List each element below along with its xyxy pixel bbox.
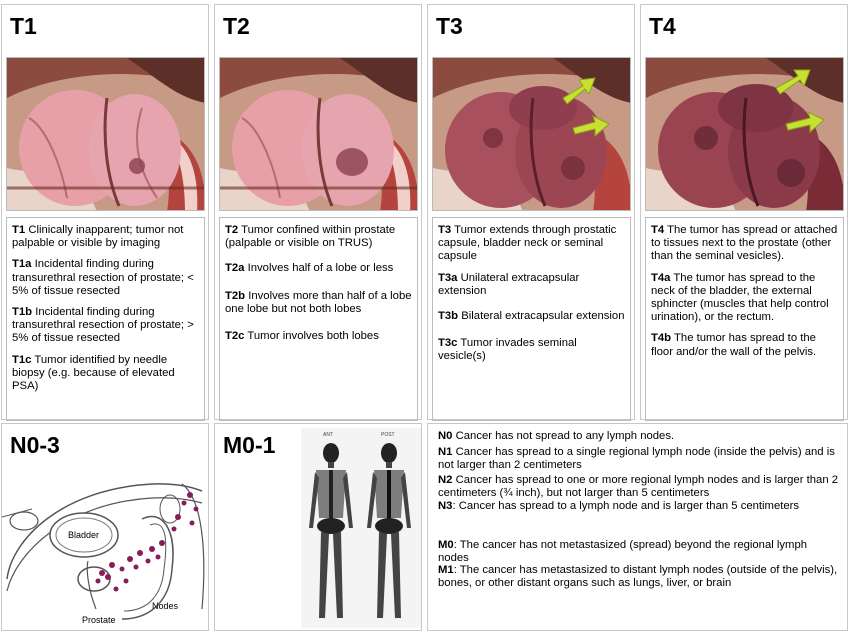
definition-t4a: T4a The tumor has spread to the neck of the bladder, the external sphincter (muscles that help control urination), or the rectum. (651, 271, 829, 324)
definition-t3: T3 Tumor extends through prostatic capsule, bladder neck or seminal capsule (438, 224, 617, 263)
definition-n0: N0 Cancer has not spread to any lymph nodes. (438, 430, 675, 442)
definition-n2: N2 Cancer has spread to one or more regional lymph nodes and is larger than 2 centimeters (¾ inch), but not larger than 5 centimeters (438, 474, 839, 500)
definition-t3b: T3b Bilateral extracapsular extension (438, 310, 625, 323)
nodes-panel (1, 423, 209, 631)
prostate-illustration (645, 57, 844, 211)
stage-panel-t2 (214, 4, 422, 420)
definition-m0: M0: The cancer has not metastasized (spread) beyond the regional lymph nodes (438, 538, 808, 564)
stage-description (645, 217, 844, 421)
stage-panel-t1 (1, 4, 209, 420)
definition-n3: N3: Cancer has spread to a lymph node and is larger than 5 centimeters (438, 499, 800, 512)
definition-t4: T4 The tumor has spread or attached to tissues next to the prostate (other than the seminal vesicles). (651, 224, 838, 263)
stage-title: M0-1 (223, 432, 276, 458)
stage-title: T4 (649, 13, 676, 39)
prostate-label: Prostate (82, 615, 116, 625)
stage-panel-t3 (427, 4, 635, 420)
bone-scan-image (301, 428, 421, 628)
stage-title: T2 (223, 13, 250, 39)
stage-description (432, 217, 631, 421)
definition-n1: N1 Cancer has spread to a single regional lymph node (inside the pelvis) and is not larger than 2 centimeters (438, 445, 835, 471)
definition-t1a: T1a Incidental finding during transurethral resection of prostate; < 5% of tissue resected (12, 258, 194, 297)
definition-t2c: T2c Tumor involves both lobes (225, 330, 379, 343)
stage-panel-t4 (640, 4, 848, 420)
prostate-illustration (219, 57, 418, 211)
stage-title: T1 (10, 13, 37, 39)
stage-description (6, 217, 205, 421)
stage-description (219, 217, 418, 421)
scan-label-posterior: POST (381, 432, 395, 438)
definition-t1b: T1b Incidental finding during transurethral resection of prostate; > 5% of tissue resected (12, 306, 194, 345)
definition-t3a: T3a Unilateral extracapsular extension (438, 271, 580, 297)
definition-t1: T1 Clinically inapparent; tumor not palpable or visible by imaging (12, 224, 184, 250)
definition-t4b: T4b The tumor has spread to the floor and/or the wall of the pelvis. (651, 332, 817, 358)
nm-definitions-panel (427, 423, 848, 631)
stage-title: N0-3 (10, 432, 60, 458)
scan-label-anterior: ANT (323, 432, 333, 438)
bladder-label: Bladder (68, 530, 100, 540)
stage-title: T3 (436, 13, 463, 39)
prostate-illustration (6, 57, 205, 211)
definition-t2: T2 Tumor confined within prostate (palpable or visible on TRUS) (225, 224, 396, 250)
lymph-node-diagram (2, 469, 208, 629)
definition-t2b: T2b Involves more than half of a lobe one lobe but not both lobes (225, 289, 412, 315)
definition-m1: M1: The cancer has metastasized to distant lymph nodes (outside of the pelvis), bones, or other distant organs such as lungs, liver, or brain (438, 564, 838, 590)
definition-t1c: T1c Tumor identified by needle biopsy (e.g. because of elevated PSA) (12, 353, 175, 393)
metastasis-panel (214, 423, 422, 631)
prostate-illustration (432, 57, 631, 211)
nodes-label: Nodes (152, 601, 179, 611)
definition-t2a: T2a Involves half of a lobe or less (225, 262, 394, 275)
definition-t3c: T3c Tumor invades seminal vesicle(s) (438, 337, 577, 363)
